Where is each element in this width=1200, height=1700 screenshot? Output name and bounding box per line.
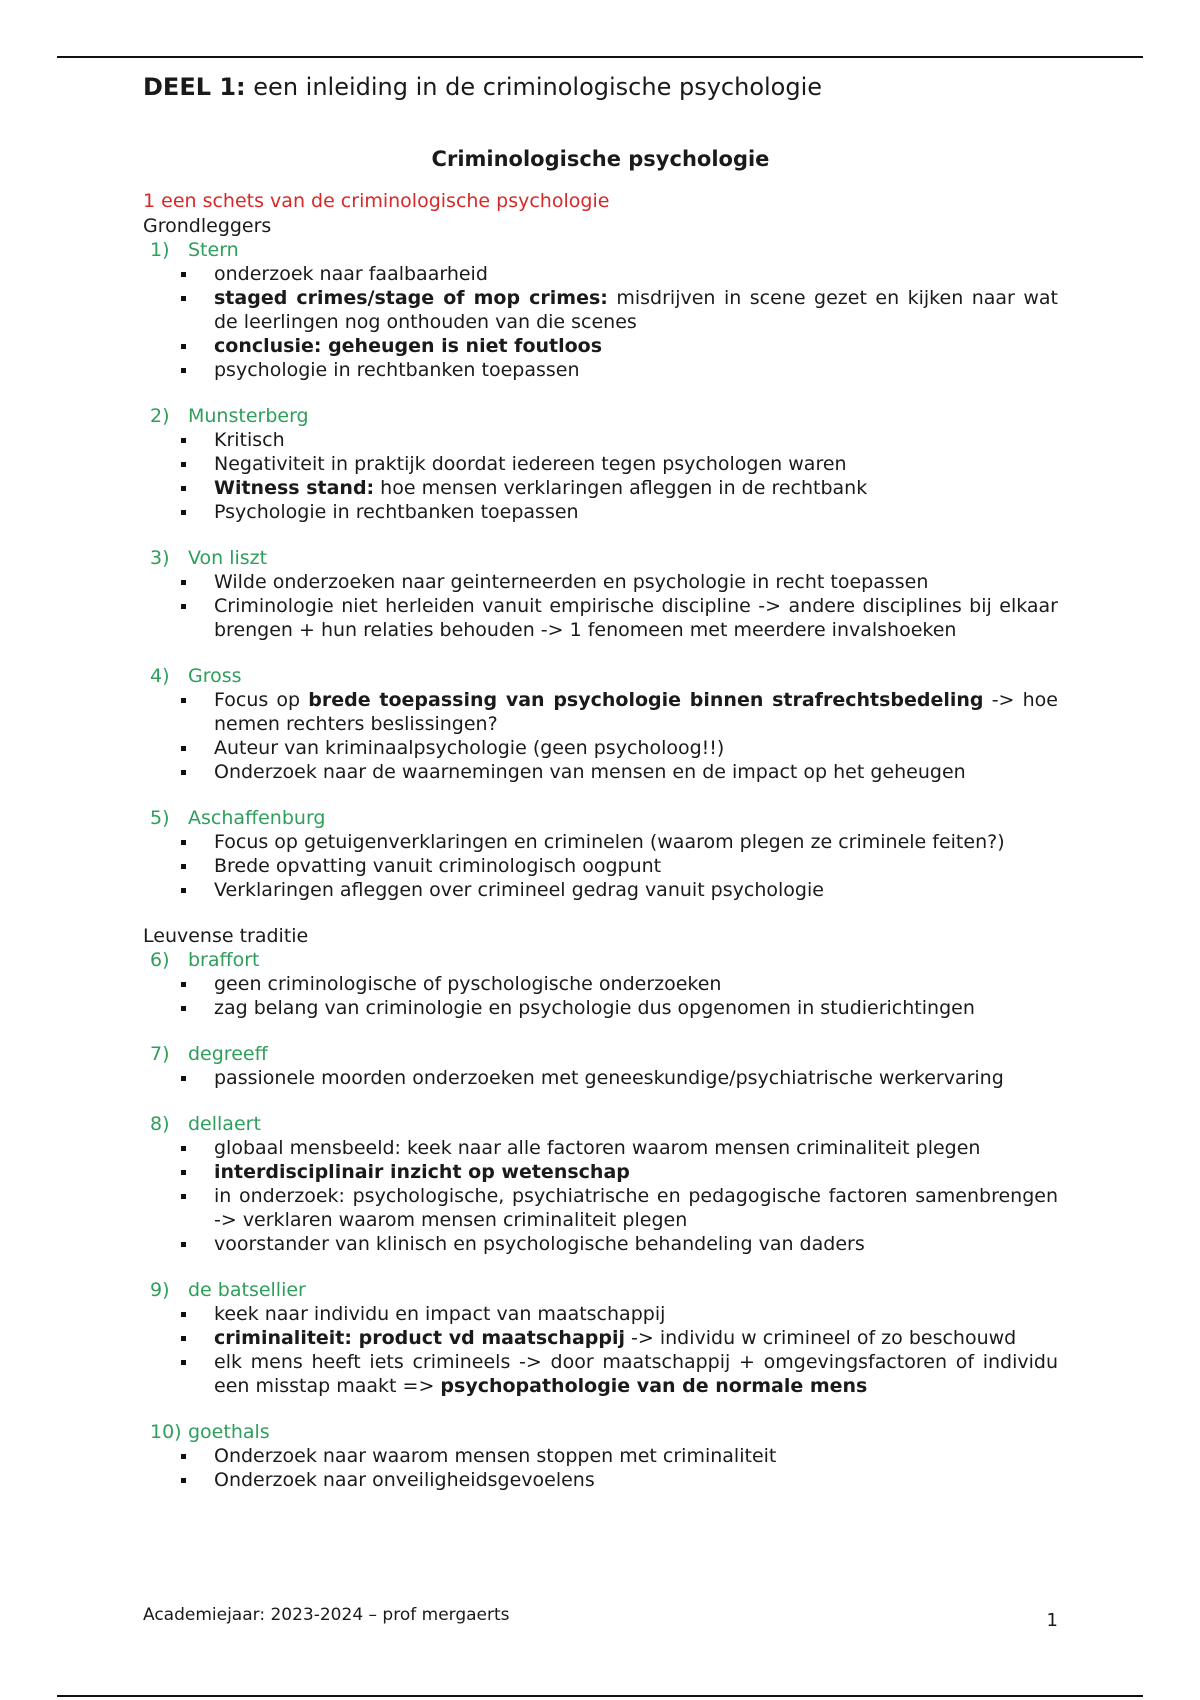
bullet-text: psychologie in rechtbanken toepassen: [214, 359, 580, 381]
bullet-list: [143, 1066, 1058, 1090]
bullet-item: [143, 1468, 1058, 1492]
person-heading: [143, 1042, 1058, 1066]
person-heading: [143, 1420, 1058, 1444]
person-number: 7): [150, 1043, 170, 1065]
person-name: goethals: [188, 1421, 270, 1443]
bullet-item: [143, 262, 1058, 286]
bullet-list: [143, 1302, 1058, 1398]
person-entry: [143, 1420, 1058, 1492]
bullet-list: [143, 570, 1058, 642]
page-title: Criminologische psychologie: [431, 147, 770, 171]
bullet-item: [143, 1326, 1058, 1350]
bullet-text: Verklaringen afleggen over crimineel gedrag vanuit psychologie: [214, 879, 824, 901]
bullet-text: misdrijven in scene gezet en kijken naar wat de leerlingen nog onthouden van die scenes: [214, 287, 1058, 333]
bullet-text: zag belang van criminologie en psychologie dus opgenomen in studierichtingen: [214, 997, 975, 1019]
bullet-item: [143, 286, 1058, 334]
bullet-bold-text: brede toepassing van psychologie binnen strafrechtsbedeling: [308, 689, 984, 711]
person-number: 1): [150, 239, 170, 261]
bullet-text: Onderzoek naar waarom mensen stoppen met criminaliteit: [214, 1445, 777, 1467]
bullet-item: [143, 854, 1058, 878]
bullet-text: Criminologie niet herleiden vanuit empirische discipline -> andere disciplines bij elkaar brengen + hun relaties behouden -> 1 fenomeen met meerdere invalshoeken: [214, 595, 1058, 641]
person-number: 4): [150, 665, 170, 687]
bullet-text: Focus op: [214, 689, 309, 711]
bullet-item: [143, 500, 1058, 524]
bullet-item: [143, 1444, 1058, 1468]
person-heading: [143, 806, 1058, 830]
person-name: dellaert: [188, 1113, 261, 1135]
footer-text: Academiejaar: 2023-2024 – prof mergaerts: [143, 1605, 510, 1625]
bullet-text: Kritisch: [214, 429, 285, 451]
bullet-list: [143, 428, 1058, 524]
bullet-item: [143, 1136, 1058, 1160]
bullet-item: [143, 996, 1058, 1020]
bullet-text: geen criminologische of pyschologische onderzoeken: [214, 973, 722, 995]
bullet-text: Brede opvatting vanuit criminologisch oogpunt: [214, 855, 662, 877]
bullet-item: [143, 830, 1058, 854]
person-name: Stern: [188, 239, 239, 261]
bullet-bold-text: Witness stand:: [214, 477, 375, 499]
bullet-item: [143, 736, 1058, 760]
top-rule: [57, 56, 1143, 58]
bullet-item: [143, 1066, 1058, 1090]
person-entry: [143, 238, 1058, 382]
person-entry: [143, 546, 1058, 642]
bullet-text: voorstander van klinisch en psychologische behandeling van daders: [214, 1233, 865, 1255]
person-entry: [143, 404, 1058, 524]
person-name: Aschaffenburg: [188, 807, 326, 829]
person-entry: [143, 806, 1058, 902]
bullet-text: Onderzoek naar de waarnemingen van mensen en de impact op het geheugen: [214, 761, 966, 783]
bullet-item: [143, 1302, 1058, 1326]
bullet-item: [143, 972, 1058, 996]
person-heading: [143, 404, 1058, 428]
person-number: 9): [150, 1279, 170, 1301]
bullet-item: [143, 688, 1058, 736]
bullet-text: Wilde onderzoeken naar geinterneerden en psychologie in recht toepassen: [214, 571, 929, 593]
footer: [143, 1605, 1058, 1631]
person-entry: [143, 948, 1058, 1020]
bullet-item: [143, 570, 1058, 594]
bullet-text: Onderzoek naar onveiligheidsgevoelens: [214, 1469, 595, 1491]
person-heading: [143, 948, 1058, 972]
person-entry: [143, 1112, 1058, 1256]
bullet-bold-text: conclusie: geheugen is niet foutloos: [214, 335, 603, 357]
person-name: braffort: [188, 949, 260, 971]
person-entry: [143, 664, 1058, 784]
bullet-item: [143, 594, 1058, 642]
bullet-bold-text: criminaliteit: product vd maatschappij: [214, 1327, 625, 1349]
group-label-leuven: Leuvense traditie: [143, 925, 309, 947]
bullet-item: [143, 1232, 1058, 1256]
bullet-list: [143, 262, 1058, 382]
person-name: Gross: [188, 665, 242, 687]
bullet-text: -> individu w crimineel of zo beschouwd: [625, 1327, 1017, 1349]
part-header: [143, 68, 1058, 106]
part-label: DEEL 1:: [143, 73, 246, 101]
person-name: de batsellier: [188, 1279, 306, 1301]
bullet-list: [143, 1136, 1058, 1256]
person-name: degreeff: [188, 1043, 268, 1065]
leuven-list: [143, 948, 1058, 1492]
bullet-item: [143, 878, 1058, 902]
page-number: 1: [1046, 1610, 1058, 1631]
document-page: [143, 68, 1058, 1514]
person-name: Munsterberg: [188, 405, 309, 427]
person-number: 10): [150, 1421, 182, 1443]
bullet-list: [143, 830, 1058, 902]
bullet-text: in onderzoek: psychologische, psychiatrische en pedagogische factoren samenbrengen -> verklaren waarom mensen criminaliteit plegen: [214, 1185, 1058, 1231]
bullet-text: Negativiteit in praktijk doordat iedereen tegen psychologen waren: [214, 453, 847, 475]
person-heading: [143, 1112, 1058, 1136]
person-number: 8): [150, 1113, 170, 1135]
person-name: Von liszt: [188, 547, 268, 569]
bullet-text: hoe mensen verklaringen afleggen in de rechtbank: [374, 477, 868, 499]
founders-list: [143, 238, 1058, 902]
person-heading: [143, 238, 1058, 262]
bullet-list: [143, 972, 1058, 1020]
bullet-item: [143, 452, 1058, 476]
person-entry: [143, 1278, 1058, 1398]
person-number: 6): [150, 949, 170, 971]
person-number: 3): [150, 547, 170, 569]
person-heading: [143, 664, 1058, 688]
bullet-text: -> hoe nemen rechters beslissingen?: [214, 689, 1058, 735]
bullet-text: globaal mensbeeld: keek naar alle factoren waarom mensen criminaliteit plegen: [214, 1137, 981, 1159]
bullet-text: passionele moorden onderzoeken met geneeskundige/psychiatrische werkervaring: [214, 1067, 1004, 1089]
bullet-text: onderzoek naar faalbaarheid: [214, 263, 488, 285]
bullet-text: keek naar individu en impact van maatschappij: [214, 1303, 666, 1325]
bullet-list: [143, 688, 1058, 784]
bullet-bold-text: psychopathologie van de normale mens: [440, 1375, 868, 1397]
person-number: 5): [150, 807, 170, 829]
bullet-text: Focus op getuigenverklaringen en criminelen (waarom plegen ze criminele feiten?): [214, 831, 1005, 853]
person-entry: [143, 1042, 1058, 1090]
bullet-text: Psychologie in rechtbanken toepassen: [214, 501, 579, 523]
bullet-item: [143, 1160, 1058, 1184]
bullet-bold-text: interdisciplinair inzicht op wetenschap: [214, 1161, 630, 1183]
bullet-list: [143, 1444, 1058, 1492]
bullet-item: [143, 476, 1058, 500]
part-title: een inleiding in de criminologische psychologie: [245, 73, 823, 101]
bullet-bold-text: staged crimes/stage of mop crimes:: [214, 287, 608, 309]
group-label-founders: Grondleggers: [143, 215, 272, 237]
bullet-item: [143, 334, 1058, 358]
bullet-item: [143, 428, 1058, 452]
person-heading: [143, 1278, 1058, 1302]
section-heading: 1 een schets van de criminologische psychologie: [143, 190, 610, 212]
bullet-text: Auteur van kriminaalpsychologie (geen psycholoog!!): [214, 737, 725, 759]
bullet-item: [143, 1184, 1058, 1232]
bullet-item: [143, 760, 1058, 784]
bullet-item: [143, 358, 1058, 382]
bottom-rule: [57, 1695, 1143, 1697]
bullet-item: [143, 1350, 1058, 1398]
person-heading: [143, 546, 1058, 570]
person-number: 2): [150, 405, 170, 427]
bullet-text: elk mens heeft iets crimineels -> door maatschappij + omgevingsfactoren of individu een misstap maakt =>: [214, 1351, 1058, 1397]
